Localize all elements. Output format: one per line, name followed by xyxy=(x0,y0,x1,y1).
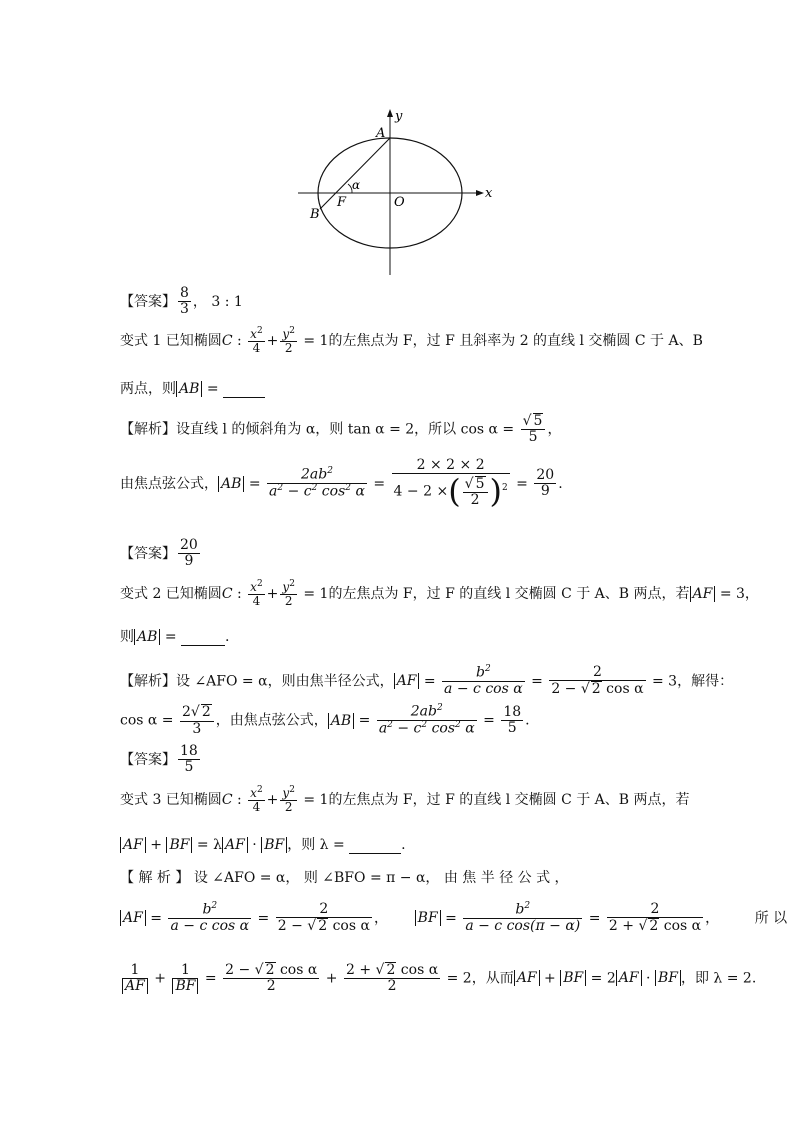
variant-1-line-1: 变式 1 已知椭圆C : $\frac{x^2}{4}$ + $\frac{y^2}{2}$ = 1的左焦点为 F，过 F 且斜率为 2 的直线 l 交椭圆 C 于 A、B xyxy=(120,326,703,356)
answer-tag: 【答案】 xyxy=(120,293,176,310)
solution-2-line-2: cos α = $\frac{2√ 2}{3}$ ，由焦点弦公式， AB = $\frac{2ab^2}{a^2 - c^2 \cos^2 \alpha}$ = $\frac{18}{5}$ . xyxy=(120,703,530,737)
fraction: $\frac{8}{3}$ xyxy=(180,285,189,318)
solution-2-line-1: 【解析】设 ∠AFO = α，则由焦半径公式， AF = $\frac{b^2}{\text{a − c cos α}}$ = $\frac{2}{\text{2 − √ 2 cos α}}$ = 3，解得： xyxy=(120,664,734,698)
x-axis-arrow xyxy=(476,190,484,196)
solution-3-line-2: AF = $\frac{b^2}{\text{a − c cos α}}$ = $\frac{2}{\text{2 − √ 2 cos α}}$ ， BF = $\frac{b^2}{\text{a − c cos(π − α)}}$ = $\frac{2}{\text{2 + √ 2 cos α}}$ ， 所 以 xyxy=(120,902,787,935)
answer-blank xyxy=(181,645,225,646)
variant-2-line-1: 变式 2 已知椭圆C : $\frac{x^2}{4}$ + $\frac{y^2}{2}$ = 1的左焦点为 F，过 F 的直线 l 交椭圆 C 于 A、B 两点，若 AF = 3， xyxy=(120,579,759,609)
label-x: x xyxy=(485,186,493,201)
answer-blank xyxy=(223,397,265,398)
label-O: O xyxy=(394,195,405,210)
answer-3: 【答案】 $\frac{18}{5}$ xyxy=(120,743,198,776)
y-axis-arrow xyxy=(387,109,393,117)
label-B: B xyxy=(310,207,320,222)
solution-1-line-2: 由焦点弦公式， AB = $\frac{2ab^2}{a^2 - c^2 \cos^2 \alpha}$ = 2 × 2 × 2 4 − 2 ×( $\frac{√ 5}{2}$ )$^2$ = $\frac{20}{9}$ . xyxy=(120,457,563,511)
solution-3-line-1: 【 解 析 】 设 ∠AFO = α， 则 ∠BFO = π − α， 由 焦 半 径 公 式 ， xyxy=(120,870,569,886)
label-A: A xyxy=(376,126,386,141)
answer-1 xyxy=(120,286,243,318)
answer-blank xyxy=(349,853,401,854)
answer-extra: ， 3 : 1 xyxy=(192,293,243,310)
solution-3-line-3: $\frac{1}{AF}$ + $\frac{1}{BF}$ = $\frac{\text{2 − √ 2 cos α}}{2}$ + $\frac{\text{2 + √ 2 cos α}}{2}$ = 2，从而 AF + BF = 2 AF · BF ，即 λ = 2. xyxy=(120,962,756,995)
label-alpha: α xyxy=(352,178,361,192)
ellipse-figure xyxy=(290,105,500,280)
chord-AB xyxy=(320,138,390,209)
variant-3-line-1: 变式 3 已知椭圆C : $\frac{x^2}{4}$ + $\frac{y^2}{2}$ = 1的左焦点为 F，过 F 的直线 l 交椭圆 C 于 A、B 两点，若 xyxy=(120,785,690,815)
solution-1-line-1: 【解析】设直线 l 的倾斜角为 α，则 tan α = 2，所以 cos α = $\frac{√ 5}{5}$ ， xyxy=(120,413,562,446)
answer-2: 【答案】 $\frac{20}{9}$ xyxy=(120,537,198,570)
variant-1-line-2: 两点，则 AB = xyxy=(120,378,265,398)
label-y: y xyxy=(395,109,403,124)
variant-3-line-2: AF + BF = λ AF · BF ，则 λ = . xyxy=(120,834,406,854)
variant-2-line-2: 则 AB = . xyxy=(120,629,230,645)
label-F: F xyxy=(337,195,347,210)
